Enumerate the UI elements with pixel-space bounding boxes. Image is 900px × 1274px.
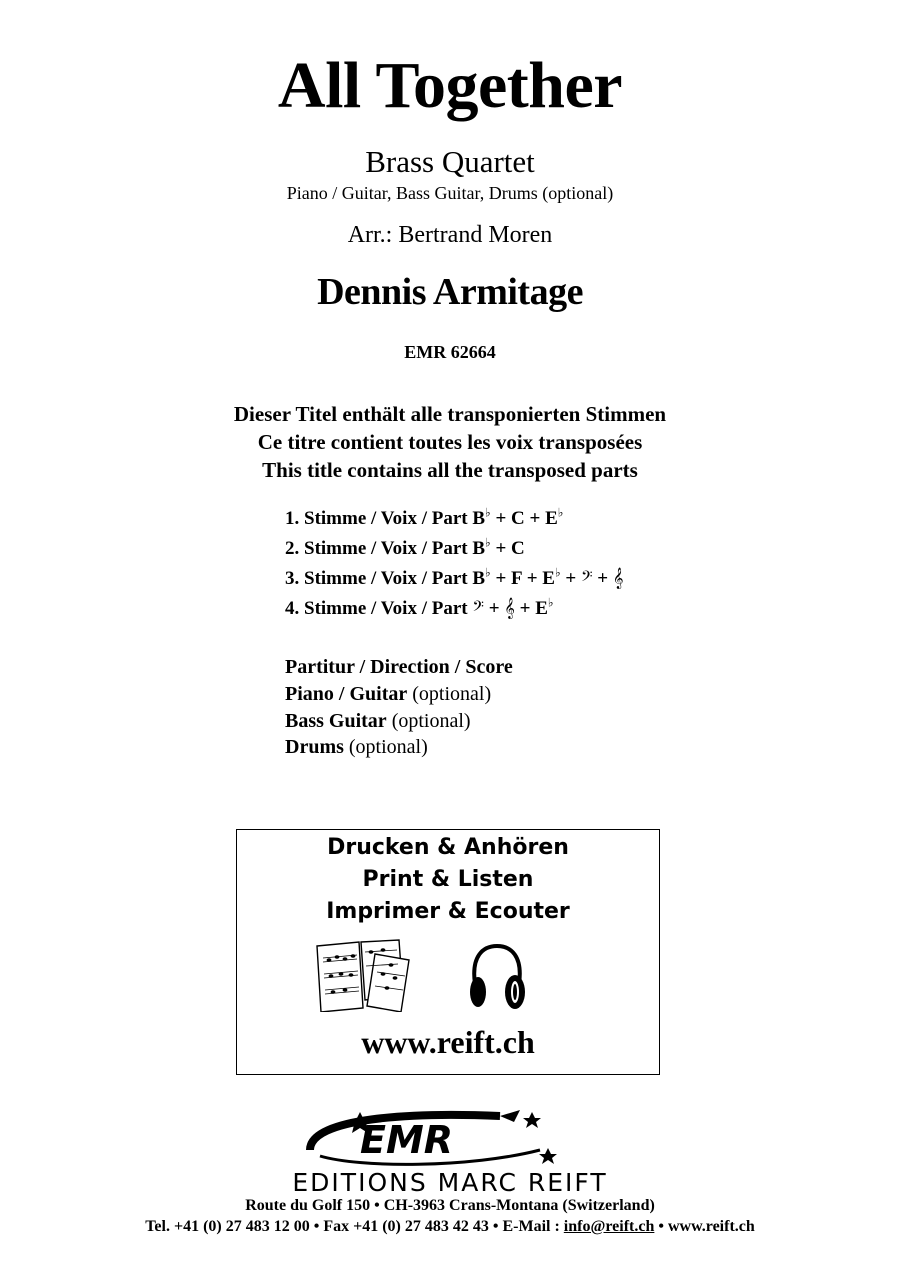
flat-sign: ♭ <box>485 565 491 580</box>
part-label: 1. Stimme / Voix / Part <box>285 508 468 529</box>
bass-guitar-item: Bass Guitar (optional) <box>285 710 471 732</box>
print-listen-box <box>236 829 660 1075</box>
treble-clef-icon: 𝄞 <box>504 598 515 619</box>
publisher-contact: Tel. +41 (0) 27 483 12 00 • Fax +41 (0) 27 483 42 43 • E-Mail : info@reift.ch • www.reift.ch <box>145 1218 755 1235</box>
part-label: 3. Stimme / Voix / Part <box>285 568 468 589</box>
flat-sign: ♭ <box>485 505 491 520</box>
publisher-address: Route du Golf 150 • CH-3963 Crans-Montana (Switzerland) <box>245 1197 655 1214</box>
notice-german: Dieser Titel enthält alle transponierten Stimmen <box>233 402 667 426</box>
flat-sign: ♭ <box>557 505 564 520</box>
promo-line-german: Drucken & Anhören <box>327 835 569 860</box>
catalog-code: EMR 62664 <box>404 342 496 362</box>
score-item: Partitur / Direction / Score <box>285 656 513 678</box>
flat-sign: ♭ <box>547 595 554 610</box>
part-label: 2. Stimme / Voix / Part <box>285 538 468 559</box>
part-3: 3. Stimme / Voix / Part B♭ + F + E♭ + 𝄢 + 𝄞 <box>285 565 624 589</box>
promo-line-english: Print & Listen <box>362 867 534 892</box>
subtitle: Brass Quartet <box>365 144 535 179</box>
page-title: All Together <box>277 49 623 122</box>
part-1: 1. Stimme / Voix / Part B♭ + C + E♭ <box>285 505 564 529</box>
arranger: Arr.: Bertrand Moren <box>347 222 553 248</box>
sheet-music-icon <box>309 938 421 1012</box>
promo-line-french: Imprimer & Ecouter <box>326 899 570 924</box>
composer: Dennis Armitage <box>317 271 583 313</box>
part-2: 2. Stimme / Voix / Part B♭ + C <box>285 535 525 559</box>
emr-logo-icon <box>300 1106 570 1168</box>
flat-sign: ♭ <box>554 565 561 580</box>
flat-sign: ♭ <box>485 535 491 550</box>
piano-guitar-item: Piano / Guitar (optional) <box>285 683 492 705</box>
promo-website-link[interactable]: www.reift.ch <box>361 1024 535 1060</box>
bass-clef-icon: 𝄢 <box>580 568 593 589</box>
instrumentation: Piano / Guitar, Bass Guitar, Drums (optional) <box>286 183 614 203</box>
notice-english: This title contains all the transposed parts <box>262 458 638 482</box>
publisher-name: EDITIONS MARC REIFT <box>292 1168 608 1197</box>
drums-item: Drums (optional) <box>285 736 428 758</box>
bass-clef-icon: 𝄢 <box>472 598 484 619</box>
part-label: 4. Stimme / Voix / Part <box>285 598 468 619</box>
treble-clef-icon: 𝄞 <box>612 568 624 589</box>
notice-french: Ce titre contient toutes les voix transposées <box>257 430 643 454</box>
part-4: 4. Stimme / Voix / Part 𝄢 + 𝄞 + E♭ <box>285 595 554 619</box>
headphones-icon <box>467 942 527 1012</box>
email-link[interactable]: info@reift.ch <box>563 1218 655 1235</box>
logo-text: EMR <box>360 1118 454 1162</box>
